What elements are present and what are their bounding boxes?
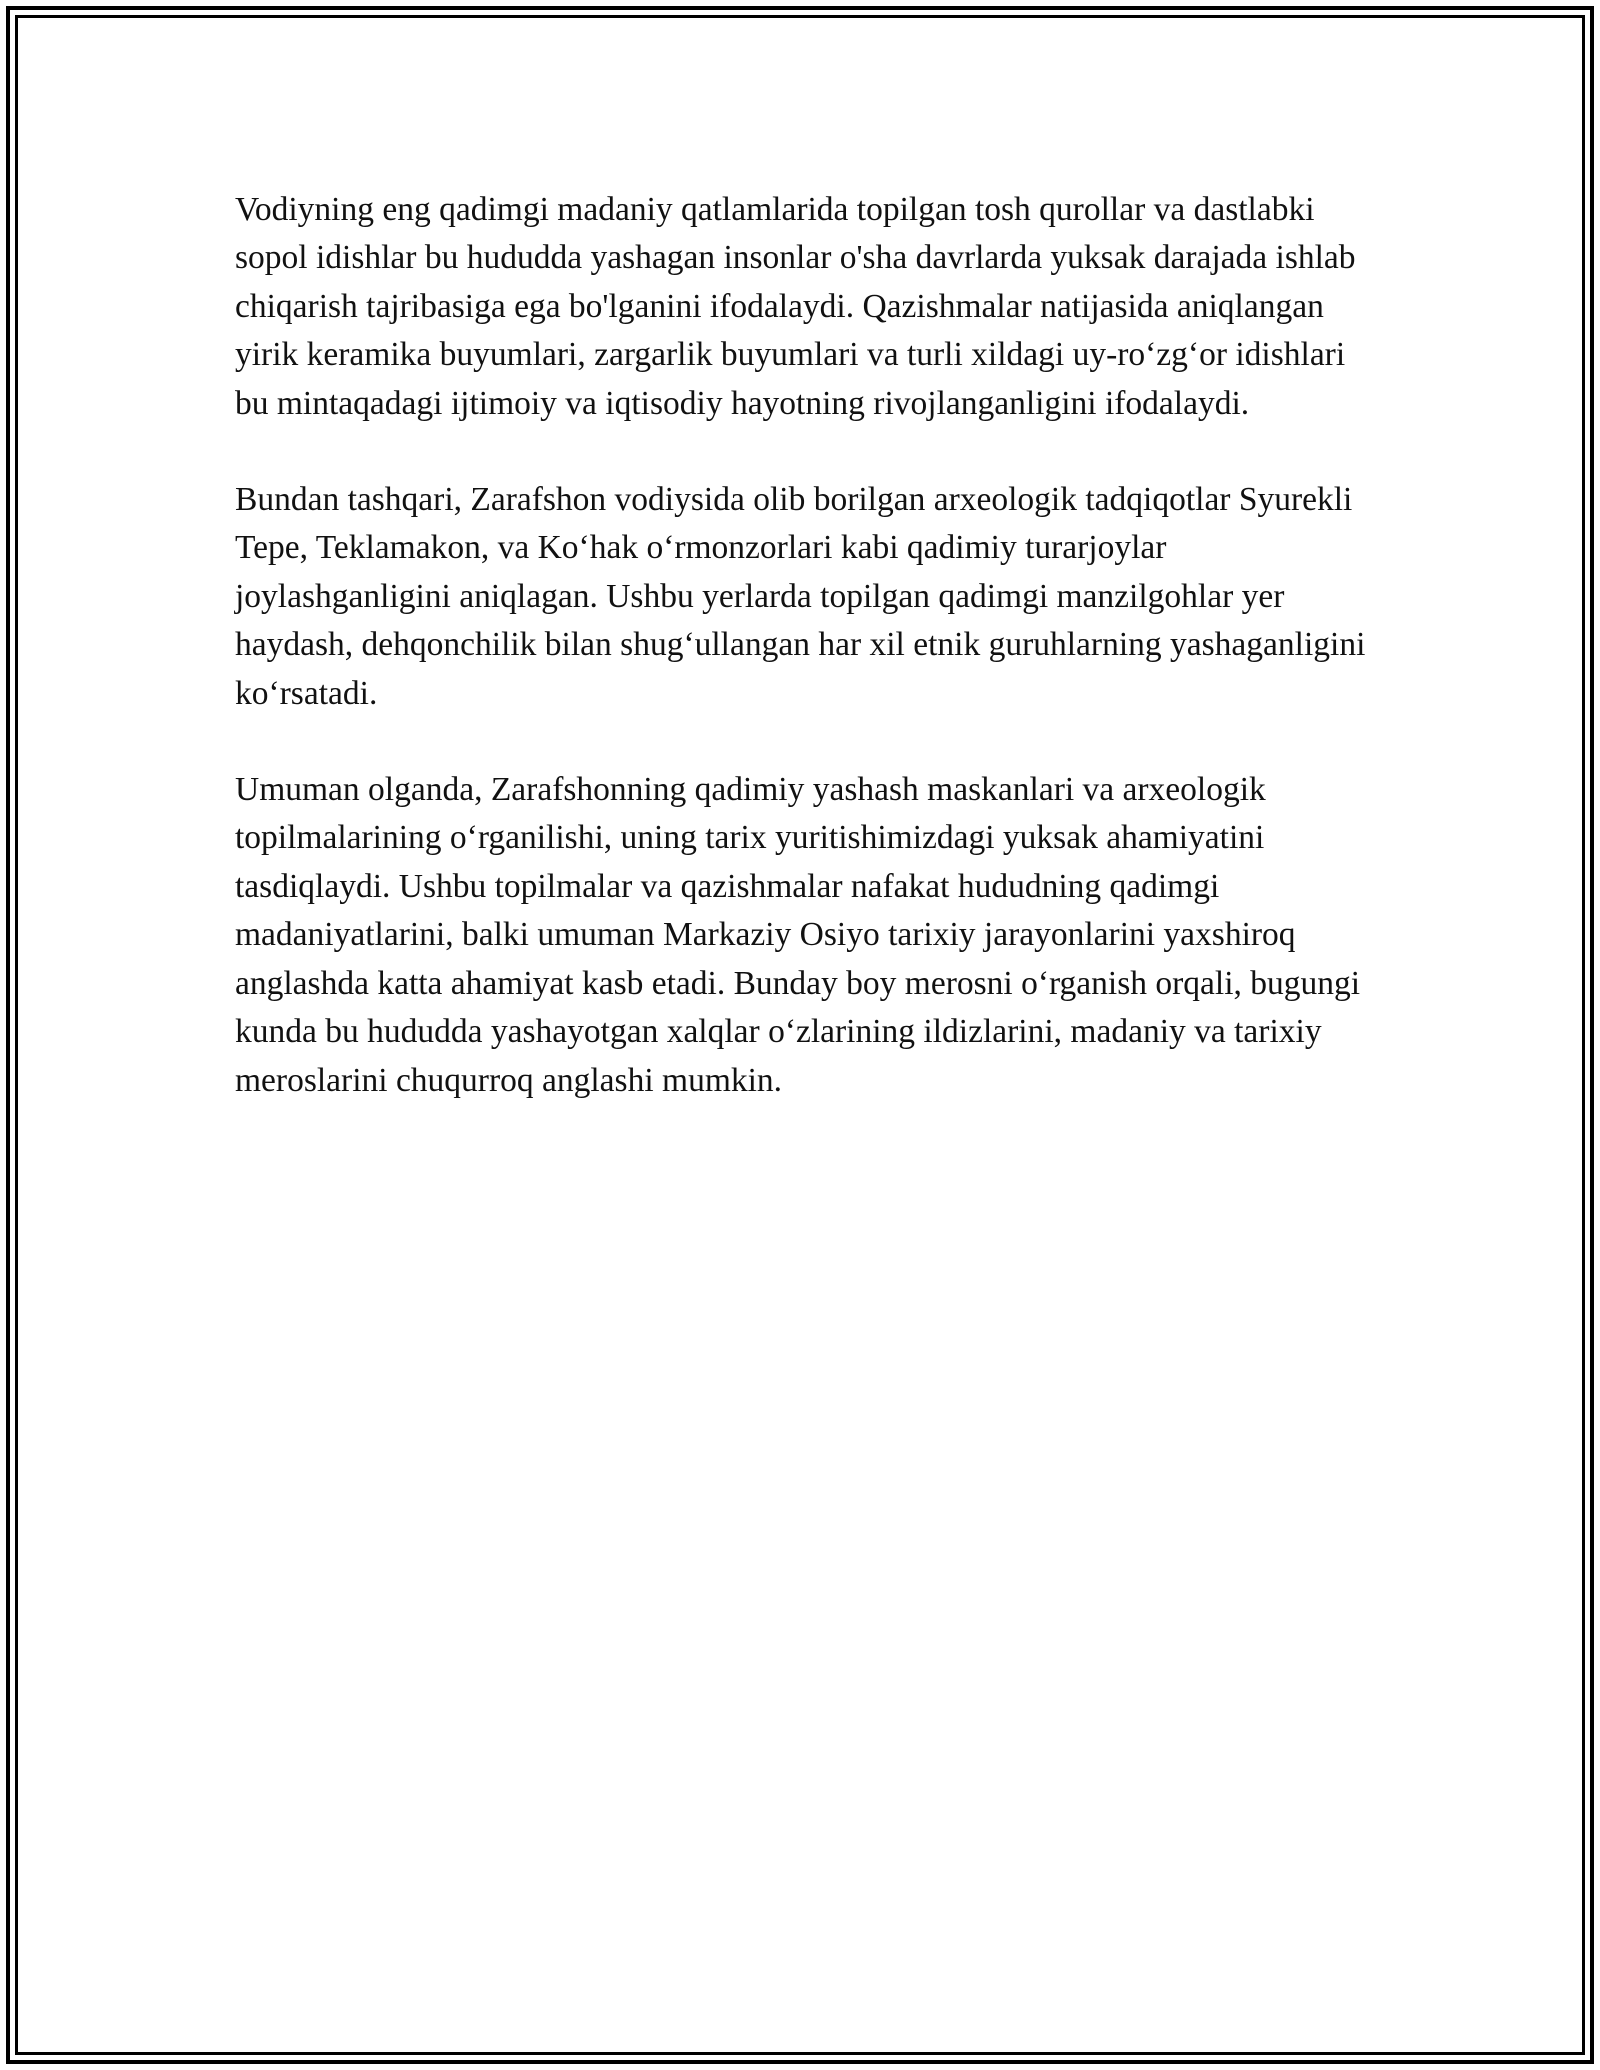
- document-body: [235, 186, 1375, 1153]
- paragraph-1: Vodiyning eng qadimgi madaniy qatlamlarida topilgan tosh qurollar va dastlabki sopol idishlar bu hududda yashagan insonlar o'sha davrlarda yuksak darajada ishlab chiqarish tajribasiga ega bo'lganini ifodalaydi. Qazishmalar natijasida aniqlangan yirik keramika buyumlari, zargarlik buyumlari va turli xildagi uy-ro‘zg‘or idishlari bu mintaqadagi ijtimoiy va iqtisodiy hayotning rivojlanganligini ifodalaydi.: [235, 191, 1356, 422]
- paragraph-3: Umuman olganda, Zarafshonning qadimiy yashash maskanlari va arxeologik topilmalarining o‘rganilishi, uning tarix yuritishimizdagi yuksak ahamiyatini tasdiqlaydi. Ushbu topilmalar va qazishmalar nafakat hududning qadimgi madaniyatlarini, balki umuman Markaziy Osiyo tarixiy jarayonlarini yaxshiroq anglashda katta ahamiyat kasb etadi. Bunday boy merosni o‘rganish orqali, bugungi kunda bu hududda yashayotgan xalqlar o‘zlarining ildizlarini, madaniy va tarixiy meroslarini chuqurroq anglashi mumkin.: [235, 771, 1361, 1099]
- paragraph-2: Bundan tashqari, Zarafshon vodiysida olib borilgan arxeologik tadqiqotlar Syurekli Tepe, Teklamakon, va Ko‘hak o‘rmonzorlari kabi qadimiy turarjoylar joylashganligini aniqlagan. Ushbu yerlarda topilgan qadimgi manzilgohlar yer haydash, dehqonchilik bilan shug‘ullangan har xil etnik guruhlarning yashaganligini ko‘rsatadi.: [235, 481, 1366, 712]
